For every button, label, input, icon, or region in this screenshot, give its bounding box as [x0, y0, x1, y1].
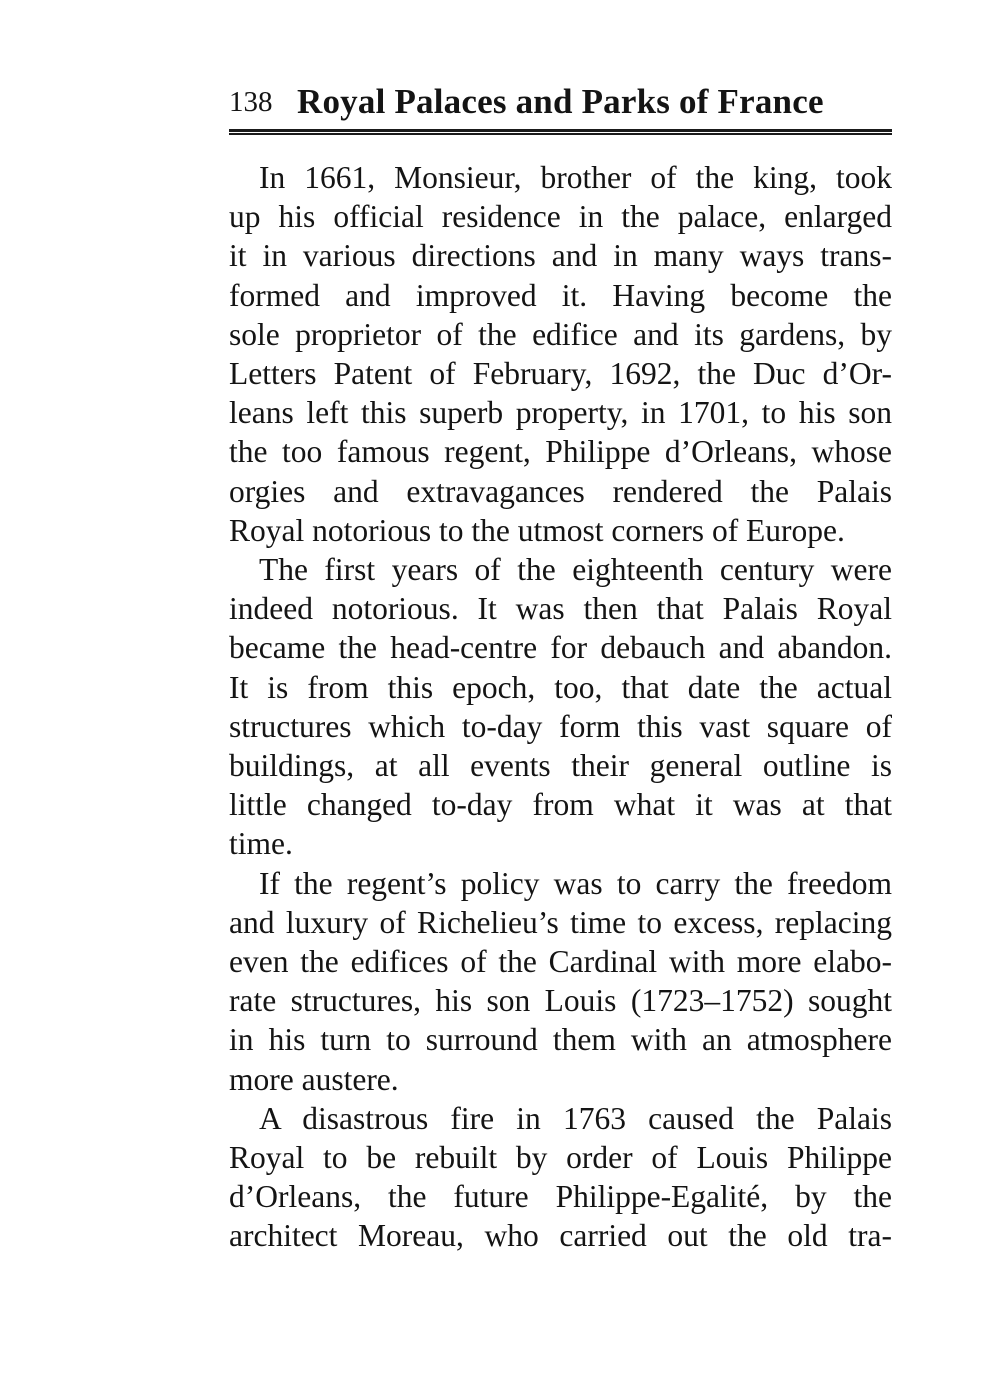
paragraph-4: [229, 1099, 892, 1256]
text-line: orgies and extravagances rendered the Palais: [229, 473, 892, 509]
text-line: The first years of the eighteenth century were: [259, 552, 892, 588]
text-line: became the head-centre for debauch and abandon.: [229, 630, 892, 666]
text-line: time.: [229, 826, 293, 862]
text-line: leans left this superb property, in 1701, to his son: [229, 395, 892, 431]
text-line: it in various directions and in many ways trans-: [229, 238, 892, 274]
header-double-rule: [229, 129, 892, 135]
text-line: rate structures, his son Louis (1723–1752) sought: [229, 983, 892, 1019]
text-line: formed and improved it. Having become the: [229, 277, 892, 313]
text-line: If the regent’s policy was to carry the freedom: [259, 865, 892, 901]
text-line: buildings, at all events their general outline is: [229, 748, 892, 784]
text-line: indeed notorious. It was then that Palais Royal: [229, 591, 892, 627]
text-line: architect Moreau, who carried out the old tra-: [229, 1218, 892, 1254]
running-head: [229, 82, 892, 126]
text-line: sole proprietor of the edifice and its gardens, by: [229, 316, 892, 352]
text-line: A disastrous fire in 1763 caused the Palais: [259, 1100, 892, 1136]
text-line: the too famous regent, Philippe d’Orleans, whose: [229, 434, 892, 470]
text-line: up his official residence in the palace, enlarged: [229, 199, 892, 235]
text-line: structures which to-day form this vast square of: [229, 708, 892, 744]
page-number: 138: [229, 86, 273, 118]
text-line: in his turn to surround them with an atmosphere: [229, 1022, 892, 1058]
paragraph-2: [229, 550, 892, 864]
book-page: [229, 82, 892, 1256]
paragraph-3: [229, 864, 892, 1099]
text-line: Royal notorious to the utmost corners of Europe.: [229, 512, 845, 548]
text-line: even the edifices of the Cardinal with more elabo-: [229, 944, 892, 980]
text-line: d’Orleans, the future Philippe-Egalité, by the: [229, 1179, 892, 1215]
text-line: more austere.: [229, 1061, 399, 1097]
text-line: and luxury of Richelieu’s time to excess, replacing: [229, 904, 892, 940]
paragraph-1: [229, 158, 892, 550]
text-line: It is from this epoch, too, that date the actual: [229, 669, 892, 705]
text-line: little changed to-day from what it was at that: [229, 787, 892, 823]
text-line: In 1661, Monsieur, brother of the king, took: [259, 160, 892, 195]
text-line: Royal to be rebuilt by order of Louis Philippe: [229, 1140, 892, 1176]
body-text: [229, 158, 892, 1256]
running-title: Royal Palaces and Parks of France: [297, 82, 824, 121]
text-line: Letters Patent of February, 1692, the Duc d’Or-: [229, 356, 892, 392]
